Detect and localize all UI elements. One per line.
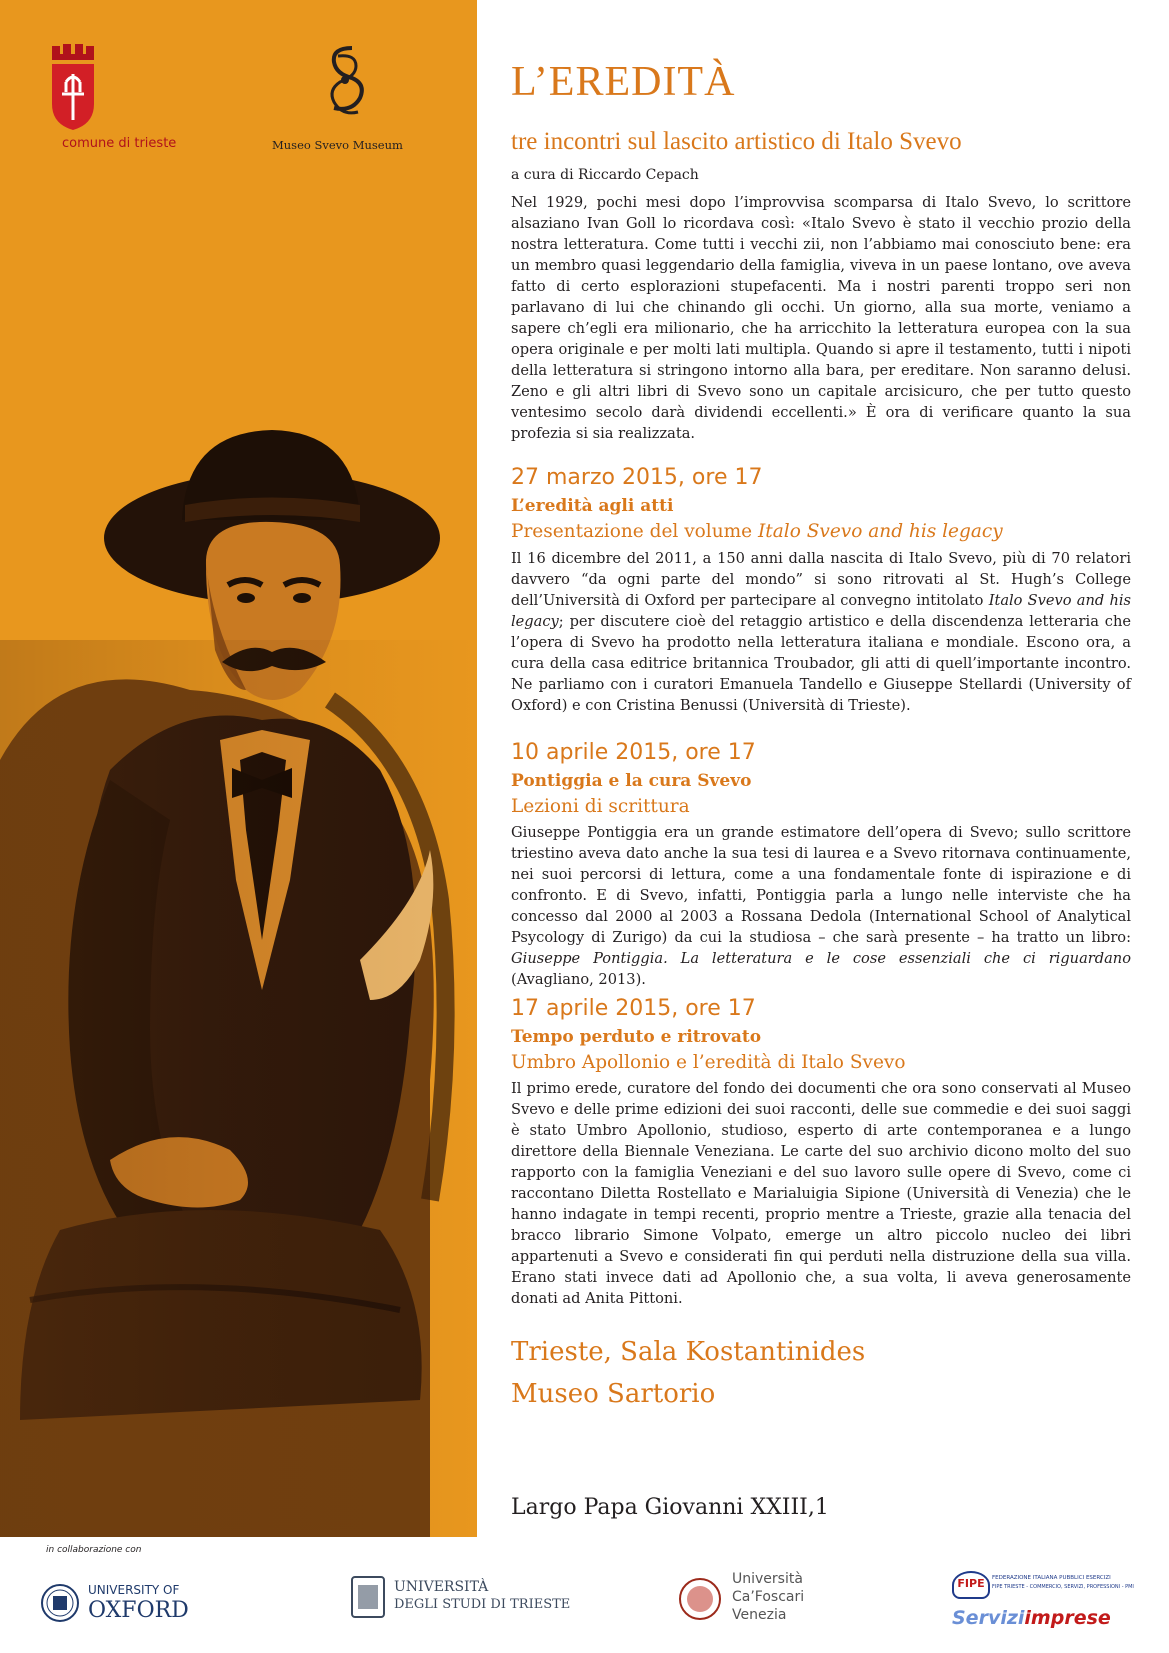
universita-trieste-label-bottom: DEGLI STUDI DI TRIESTE bbox=[394, 1597, 571, 1612]
event-2-subtitle: Lezioni di scrittura bbox=[511, 796, 690, 817]
event-1-body-a: Il 16 dicembre del 2011, a 150 anni dalla nascita di Italo Svevo, più di 70 relatori davvero “da ogni parte del mondo” si sono ritrovati al St. Hugh’s College dell’Università di Oxford per partecipare al convegno intitolato bbox=[511, 550, 1131, 609]
universita-trieste-label-top: UNIVERSITÀ bbox=[394, 1579, 489, 1595]
event-3-title: Tempo perduto e ritrovato bbox=[511, 1027, 762, 1047]
intro-paragraph: Nel 1929, pochi mesi dopo l’improvvisa scomparsa di Italo Svevo, lo scrittore alsaziano Ivan Goll lo ricordava così: «Italo Svevo è stato il vecchio prozio della nostra letteratura. Come tutti i vecchi zii, non l’abbiamo mai conosciuto bene: era un membro quasi leggendario della famiglia, viveva in un paese lontano, ove aveva fatto di certo esplorazioni stupefacenti. Ma i nostri parenti troppo seri non parlavano di lui che chinando gli occhi. Un giorno, alla sua morte, veniamo a sapere ch’egli era milionario, che ha arricchito la letteratura europea con la sua opera originale e per molti lati multipla. Quando si apre il testamento, tutti i nipoti della letteratura si stringono intorno alla bara, per ereditare. Non saranno delusi. Zeno e gli altri libri di Svevo sono un capitale arcisicuro, che per tutto questo ventesimo secolo darà dividendi eccellenti.» È ora di verificare quanto la sua profezia si sia realizzata. bbox=[511, 194, 1131, 442]
museo-svevo-label: Museo Svevo Museum bbox=[272, 138, 403, 152]
collaboration-label: in collaborazione con bbox=[46, 1545, 142, 1555]
oxford-label-bottom: OXFORD bbox=[88, 1598, 189, 1623]
venue-address: Largo Papa Giovanni XXIII,1 bbox=[511, 1495, 829, 1520]
event-2-body-a: Giuseppe Pontiggia era un grande estimatore dell’opera di Svevo; sullo scrittore triestino aveva dato anche la sua tesi di laurea e a Svevo ritornava continuamente, nei suoi percorsi di lettura, come a una fondamentale fonte di ispirazione e di confronto. E di Svevo, infatti, Pontiggia parla a lungo nelle interviste che ha concesso dal 2000 al 2003 a Rossana Dedola (International School of Analytical Psycology di Zurigo) da cui la studiosa – che sarà presente – ha tratto un libro: bbox=[511, 824, 1131, 946]
sponsor-footer bbox=[0, 1537, 1169, 1653]
fipe-text-1: FEDERAZIONE ITALIANA PUBBLICI ESERCIZI bbox=[992, 1575, 1111, 1581]
oxford-logo bbox=[40, 1579, 220, 1635]
servizi-word: Servizi bbox=[952, 1607, 1025, 1629]
imprese-word: imprese bbox=[1024, 1607, 1111, 1629]
event-2-title: Pontiggia e la cura Svevo bbox=[511, 771, 752, 791]
ca-foscari-seal-icon bbox=[678, 1577, 722, 1621]
event-1-date: 27 marzo 2015, ore 17 bbox=[511, 465, 763, 490]
venue-line-2: Museo Sartorio bbox=[511, 1379, 716, 1409]
ca-foscari-label-1: Università bbox=[732, 1571, 803, 1587]
event-1-subtitle-italic: Italo Svevo and his legacy bbox=[758, 521, 1003, 542]
event-2-body-b: (Avagliano, 2013). bbox=[511, 971, 646, 988]
ca-foscari-logo bbox=[678, 1571, 848, 1641]
fipe-badge: FIPE bbox=[952, 1571, 990, 1599]
event-1-subtitle bbox=[511, 521, 1003, 542]
italo-svevo-portrait bbox=[0, 0, 477, 1537]
event-1-body bbox=[511, 548, 1131, 716]
page-subtitle: tre incontri sul lascito artistico di Italo Svevo bbox=[511, 128, 962, 155]
event-1-subtitle-prefix: Presentazione del volume bbox=[511, 521, 758, 542]
event-3-body: Il primo erede, curatore del fondo dei documenti che ora sono conservati al Museo Svevo e delle prime edizioni dei suoi racconti, delle sue commedie e dei suoi saggi è stato Umbro Apollonio, studioso, esperto di arte contemporanea e a lungo direttore della Biennale Veneziana. Le carte del suo archivio dicono molto del suo rapporto con la famiglia Veneziani e del suo lavoro sulle opere di Svevo, come ci raccontano Diletta Rostellato e Marialuigia Sipione (Università di Venezia) che le hanno indagate in tempi recenti, proprio mentre a Trieste, grazie alla tenacia del bracco librario Simone Volpato, emerge un altro piccolo nucleo dei libri appartenuti a Svevo e considerati fin qui perduti nella distruzione della sua villa. Erano stati invece dati ad Apollonio che, a sua volta, li aveva generosamente donati ad Anita Pittoni. bbox=[511, 1080, 1131, 1307]
event-2-body-italic: Giuseppe Pontiggia. La letteratura e le cose essenziali che ci riguardano bbox=[511, 950, 1131, 967]
curator-line: a cura di Riccardo Cepach bbox=[511, 167, 699, 183]
fipe-text-2: FIPE TRIESTE - COMMERCIO, SERVIZI, PROFESSIONI - PMI bbox=[992, 1584, 1134, 1590]
event-2-body bbox=[511, 822, 1131, 990]
venue-line-1: Trieste, Sala Kostantinides bbox=[511, 1337, 866, 1367]
comune-di-trieste-label: comune di trieste bbox=[62, 136, 177, 151]
event-3-date: 17 aprile 2015, ore 17 bbox=[511, 996, 756, 1021]
event-1-body-b: ; per discutere cioè del retaggio artistico e della discendenza letteraria che l’opera di Svevo ha prodotto nella letteratura italiana e mondiale. Escono ora, a cura della casa editrice britannica Troubador, gli atti di quell’importante incontro. Ne parliamo con i curatori Emanuela Tandello e Giuseppe Stellardi (University of Oxford) e con Cristina Benussi (Università di Trieste). bbox=[511, 613, 1131, 714]
oxford-crest-icon bbox=[40, 1579, 80, 1627]
event-3-subtitle: Umbro Apollonio e l’eredità di Italo Svevo bbox=[511, 1052, 906, 1073]
oxford-label-top: UNIVERSITY OF bbox=[88, 1583, 180, 1597]
servizi-imprese-wordmark bbox=[952, 1607, 1111, 1629]
universita-trieste-seal-icon bbox=[348, 1575, 388, 1619]
comune-di-trieste-crest-icon bbox=[48, 42, 98, 132]
portrait-panel bbox=[0, 0, 477, 1537]
ca-foscari-label-2: Ca’Foscari bbox=[732, 1589, 805, 1605]
fipe-servizi-imprese-logo bbox=[952, 1571, 1142, 1647]
museo-svevo-monogram-icon bbox=[322, 42, 368, 122]
universita-trieste-logo bbox=[348, 1575, 598, 1635]
event-2-date: 10 aprile 2015, ore 17 bbox=[511, 740, 756, 765]
event-1-body-italic: Italo Svevo and his legacy bbox=[511, 592, 1132, 630]
page-title: L’EREDITÀ bbox=[511, 59, 736, 105]
ca-foscari-label-3: Venezia bbox=[732, 1607, 787, 1623]
event-1-title: L’eredità agli atti bbox=[511, 496, 674, 516]
